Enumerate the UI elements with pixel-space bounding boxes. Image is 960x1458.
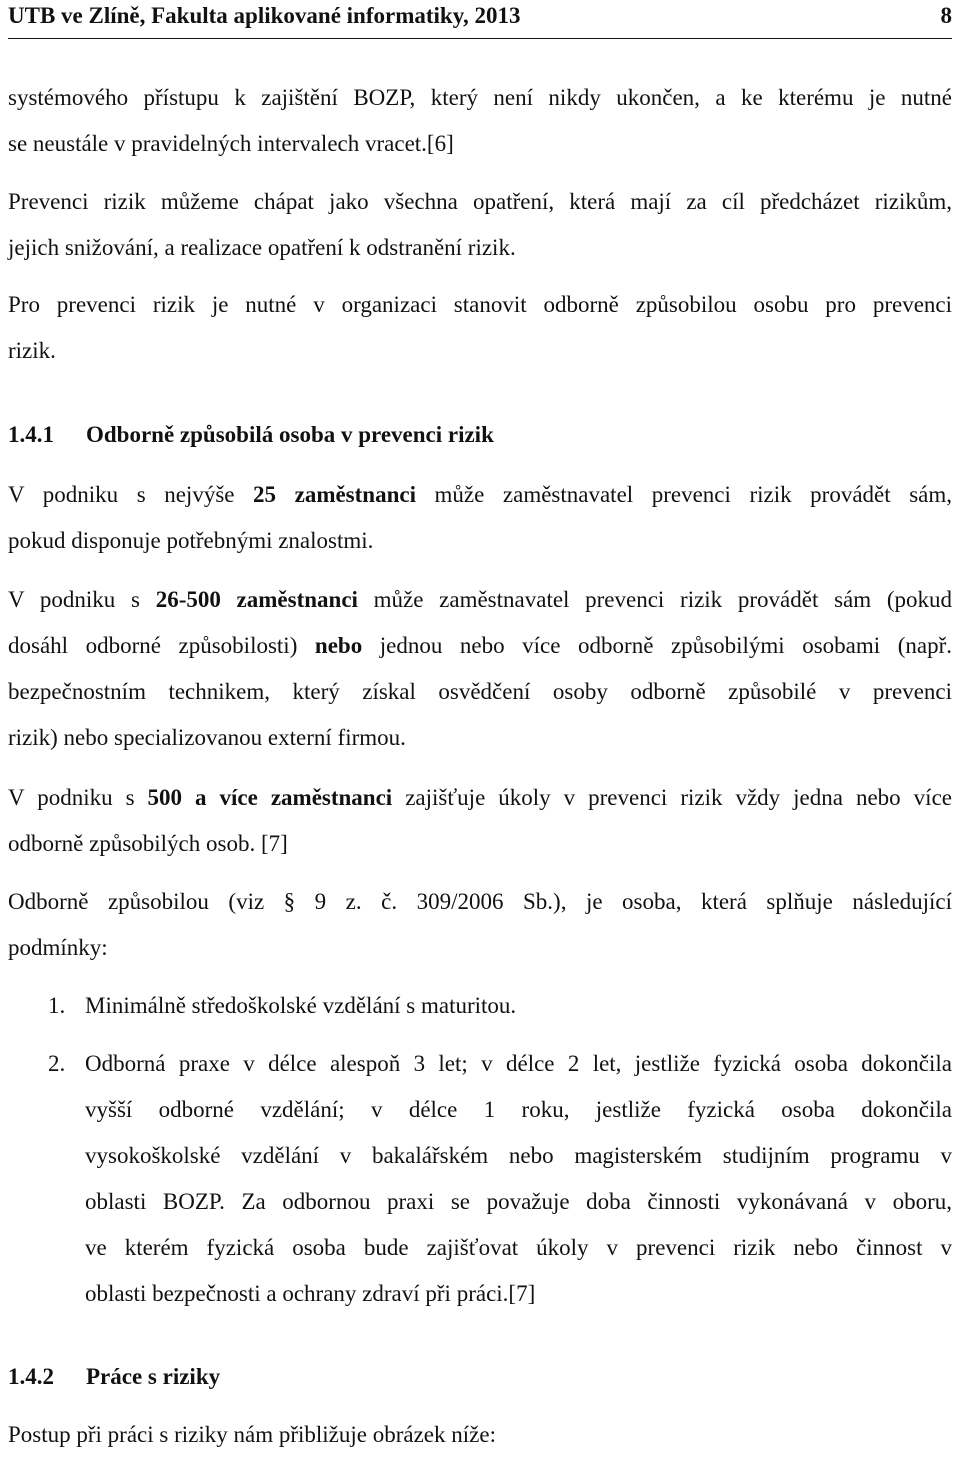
list-marker: 1. xyxy=(48,993,66,1018)
paragraph-3 xyxy=(8,282,952,374)
header-title: UTB ve Zlíně, Fakulta aplikované informatiky, 2013 xyxy=(8,3,521,28)
paragraph-line: Odborně způsobilou (viz § 9 z. č. 309/2006 Sb.), je osoba, která splňuje následující xyxy=(8,889,952,914)
paragraph-line: systémového přístupu k zajištění BOZP, který není nikdy ukončen, a ke kterému je nutné xyxy=(8,85,952,110)
list-item-line: vysokoškolské vzdělání v bakalářském nebo magisterském studijním programu v xyxy=(85,1143,952,1168)
list-item-content xyxy=(85,983,952,1029)
bold-run: 26-500 zaměstnanci xyxy=(155,587,358,612)
section-heading-1-4-2 xyxy=(8,1364,220,1390)
paragraph-line: Pro prevenci rizik je nutné v organizaci stanovit odborně způsobilou osobu pro prevenci xyxy=(8,292,952,317)
text-run: dosáhl odborné způsobilosti) xyxy=(8,633,315,658)
text-run: V podniku s nejvýše xyxy=(8,482,254,507)
section-title: Odborně způsobilá osoba v prevenci rizik xyxy=(86,422,494,447)
paragraph-1 xyxy=(8,75,952,167)
section-title: Práce s riziky xyxy=(86,1364,221,1389)
paragraph-line xyxy=(8,577,952,623)
paragraph-line: jejich snižování, a realizace opatření k odstranění rizik. xyxy=(8,235,516,260)
text-run: zajišťuje úkoly v prevenci rizik vždy jedna nebo více xyxy=(392,785,952,810)
list-item-line: Minimálně středoškolské vzdělání s maturitou. xyxy=(85,993,517,1018)
paragraph-line: Prevenci rizik můžeme chápat jako všechna opatření, která mají za cíl předcházet rizikům, xyxy=(8,189,952,214)
section-1-4-1-paragraph-3 xyxy=(8,775,952,867)
text-run: V podniku s xyxy=(8,587,156,612)
paragraph-line xyxy=(8,472,952,518)
paragraph-line: odborně způsobilých osob. [7] xyxy=(8,831,288,856)
section-1-4-2-paragraph-1 xyxy=(8,1412,952,1458)
section-heading-1-4-1 xyxy=(8,422,494,448)
paragraph-line: se neustále v pravidelných intervalech vracet.[6] xyxy=(8,131,454,156)
paragraph-line: rizik. xyxy=(8,338,56,363)
list-item-line: Odborná praxe v délce alespoň 3 let; v délce 2 let, jestliže fyzická osoba dokončila xyxy=(85,1051,952,1076)
text-run: může zaměstnavatel prevenci rizik provádět sám (pokud xyxy=(357,587,952,612)
list-item-line: vyšší odborné vzdělání; v délce 1 roku, jestliže fyzická osoba dokončila xyxy=(85,1097,952,1122)
list-item-line: ve kterém fyzická osoba bude zajišťovat úkoly v prevenci rizik nebo činnost v xyxy=(85,1235,952,1260)
list-item-content xyxy=(85,1041,952,1317)
section-number: 1.4.1 xyxy=(8,422,54,447)
section-number: 1.4.2 xyxy=(8,1364,54,1389)
paragraph-line: rizik) nebo specializovanou externí firmou. xyxy=(8,725,406,750)
section-1-4-1-paragraph-1 xyxy=(8,472,952,564)
paragraph-line: bezpečnostním technikem, který získal osvědčení osoby odborně způsobilé v prevenci xyxy=(8,679,952,704)
paragraph-line xyxy=(8,775,952,821)
list-item-line: oblasti bezpečnosti a ochrany zdraví při práci.[7] xyxy=(85,1281,536,1306)
page-header xyxy=(8,0,952,40)
text-run: V podniku s xyxy=(8,785,148,810)
list-marker: 2. xyxy=(48,1051,66,1076)
list-item xyxy=(8,983,952,1029)
bold-run: 500 a více zaměstnanci xyxy=(147,785,393,810)
paragraph-2 xyxy=(8,179,952,271)
paragraph-line: Postup při práci s riziky nám přibližuje obrázek níže: xyxy=(8,1422,496,1447)
header-rule xyxy=(8,38,952,39)
paragraph-line xyxy=(8,623,952,669)
list-item-line: oblasti BOZP. Za odbornou praxi se považuje doba činnosti vykonávaná v oboru, xyxy=(85,1189,952,1214)
bold-run: 25 zaměstnanci xyxy=(253,482,416,507)
bold-run: nebo xyxy=(314,633,363,658)
paragraph-line: pokud disponuje potřebnými znalostmi. xyxy=(8,528,374,553)
page-number: 8 xyxy=(940,3,952,28)
paragraph-line: podmínky: xyxy=(8,935,108,960)
section-1-4-1-paragraph-4 xyxy=(8,879,952,971)
text-run: může zaměstnavatel prevenci rizik provádět sám, xyxy=(415,482,953,507)
text-run: jednou nebo více odborně způsobilými osobami (např. xyxy=(362,633,952,658)
list-item xyxy=(8,1041,952,1317)
section-1-4-1-paragraph-2 xyxy=(8,577,952,761)
